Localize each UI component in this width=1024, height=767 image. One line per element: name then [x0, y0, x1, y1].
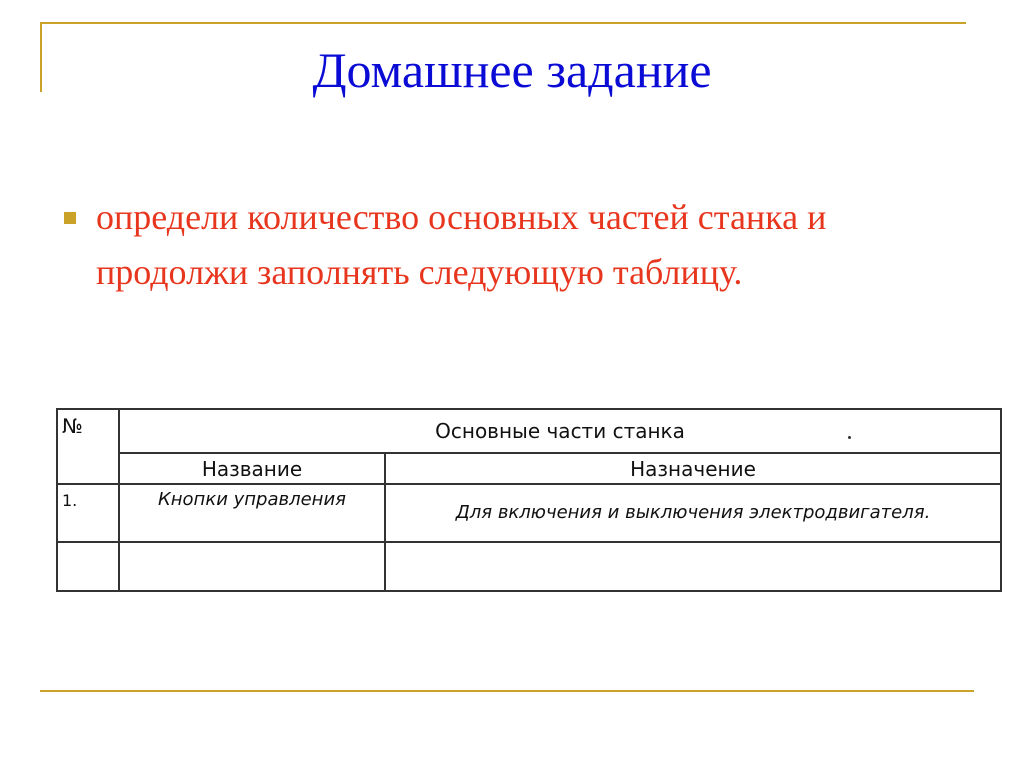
row-number: 1.: [57, 484, 119, 543]
group-header: Основные части станка: [119, 409, 1001, 453]
decor-line-top: [40, 22, 966, 24]
row-name: [119, 542, 385, 591]
row-number: [57, 542, 119, 591]
decor-line-bottom: [40, 690, 974, 692]
col-purpose-header: Назначение: [385, 453, 1001, 483]
table-row: [57, 484, 1001, 543]
parts-table: [56, 408, 1002, 592]
row-purpose: [385, 542, 1001, 591]
num-header: №: [57, 409, 119, 484]
bullet-marker-icon: [64, 212, 76, 224]
stray-dot: [848, 436, 851, 439]
row-name: Кнопки управления: [119, 484, 385, 543]
col-name-header: Название: [119, 453, 385, 483]
table-header-row: [57, 409, 1001, 453]
table-subheader-row: [57, 453, 1001, 483]
table-row: [57, 542, 1001, 591]
slide-title: Домашнее задание: [312, 42, 712, 98]
row-purpose: Для включения и выключения электродвигателя.: [385, 484, 1001, 543]
bullet-text: определи количество основных частей станка и продолжи заполнять следующую таблицу.: [96, 197, 827, 292]
